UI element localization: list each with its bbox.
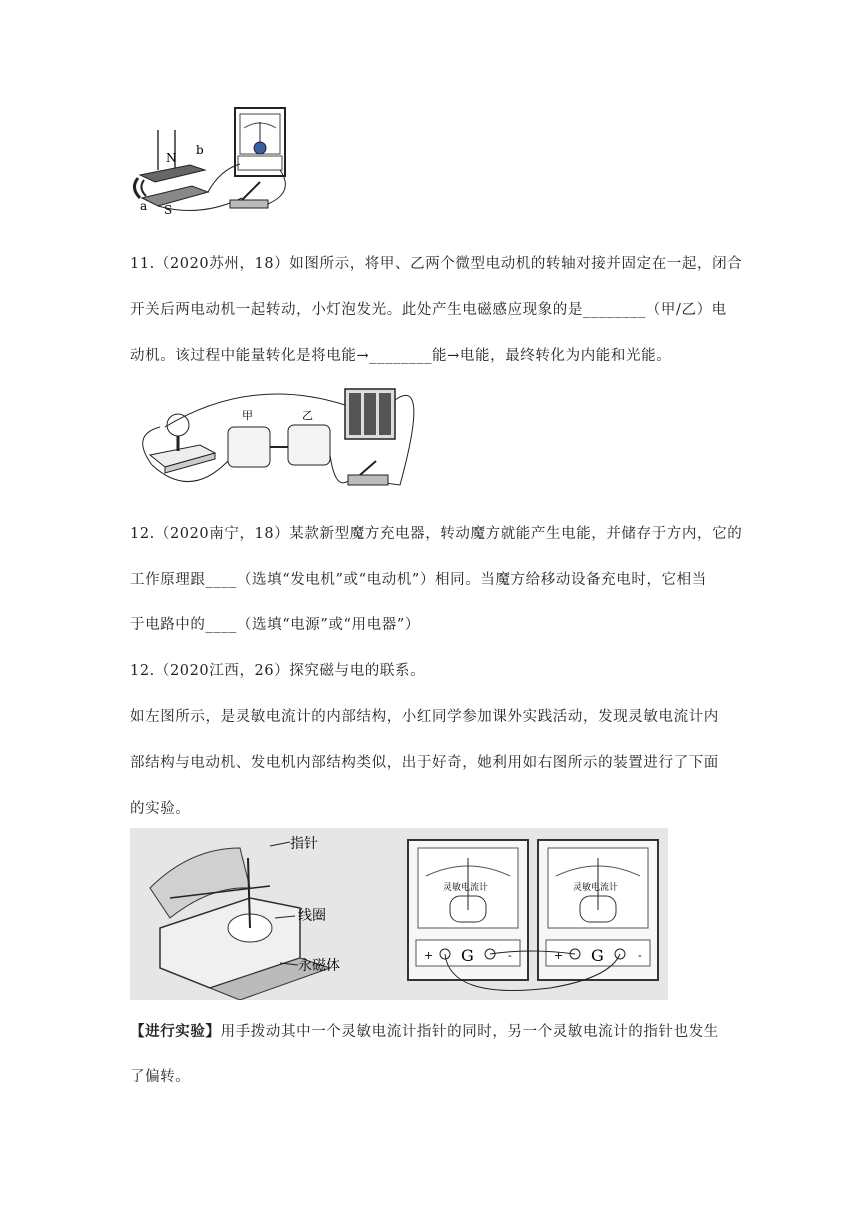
experiment-line-1 [130, 1020, 740, 1041]
q12b-line-4: 的实验。 [130, 801, 191, 817]
q12b-line-3: 部结构与电动机、发电机内部结构类似，出于好奇，她利用如右图所示的装置进行了下面 [130, 755, 719, 771]
motor-circuit-figure [130, 375, 420, 500]
label-a: a [140, 199, 148, 213]
q11-line-3: 动机。该过程中能量转化是将电能→________能→电能，最终转化为内能和光能。 [130, 348, 672, 364]
label-jia: 甲 [242, 409, 253, 422]
magnet-galvanometer-figure [130, 100, 310, 220]
label-b: b [196, 143, 204, 157]
label-magnet: 永磁体 [298, 958, 340, 974]
label-n: N [166, 151, 177, 165]
q12a-line-1: 12.（2020南宁，18）某款新型魔方充电器，转动魔方就能产生电能，并储存于方内，它的 [130, 526, 743, 542]
q12a-line-2: 工作原理跟____（选填“发电机”或“电动机”）相同。当魔方给移动设备充电时，它相当 [130, 572, 707, 588]
meter2-g: G [591, 946, 604, 965]
meter1-plus: + [424, 949, 434, 962]
meter1-g: G [461, 946, 474, 965]
meter1-minus: - [508, 949, 512, 962]
meter2-minus: - [638, 949, 642, 962]
experiment-line-2: 了偏转。 [130, 1069, 191, 1085]
q11-line-1: 11.（2020苏州，18）如图所示，将甲、乙两个微型电动机的转轴对接并固定在一起，闭合 [130, 256, 743, 272]
experiment-text: 用手拨动其中一个灵敏电流计指针的同时，另一个灵敏电流计的指针也发生 [220, 1024, 719, 1040]
label-yi: 乙 [302, 409, 313, 422]
meter1-title: 灵敏电流计 [443, 883, 489, 893]
q11-line-2: 开关后两电动机一起转动，小灯泡发光。此处产生电磁感应现象的是________（甲/乙）电 [130, 302, 727, 318]
q12a-line-3: 于电路中的____（选填“电源”或“用电器”） [130, 617, 420, 633]
meter2-plus: + [554, 949, 564, 962]
meter2-title: 灵敏电流计 [573, 883, 619, 893]
galvanometer-figure [130, 828, 668, 1000]
label-s: S [164, 203, 173, 217]
q12b-line-1: 12.（2020江西，26）探究磁与电的联系。 [130, 663, 426, 679]
label-coil: 线圈 [298, 908, 326, 924]
q12b-line-2: 如左图所示，是灵敏电流计的内部结构，小红同学参加课外实践活动，发现灵敏电流计内 [130, 709, 719, 725]
label-pointer: 指针 [290, 836, 318, 852]
experiment-heading: 【进行实验】 [130, 1023, 221, 1040]
